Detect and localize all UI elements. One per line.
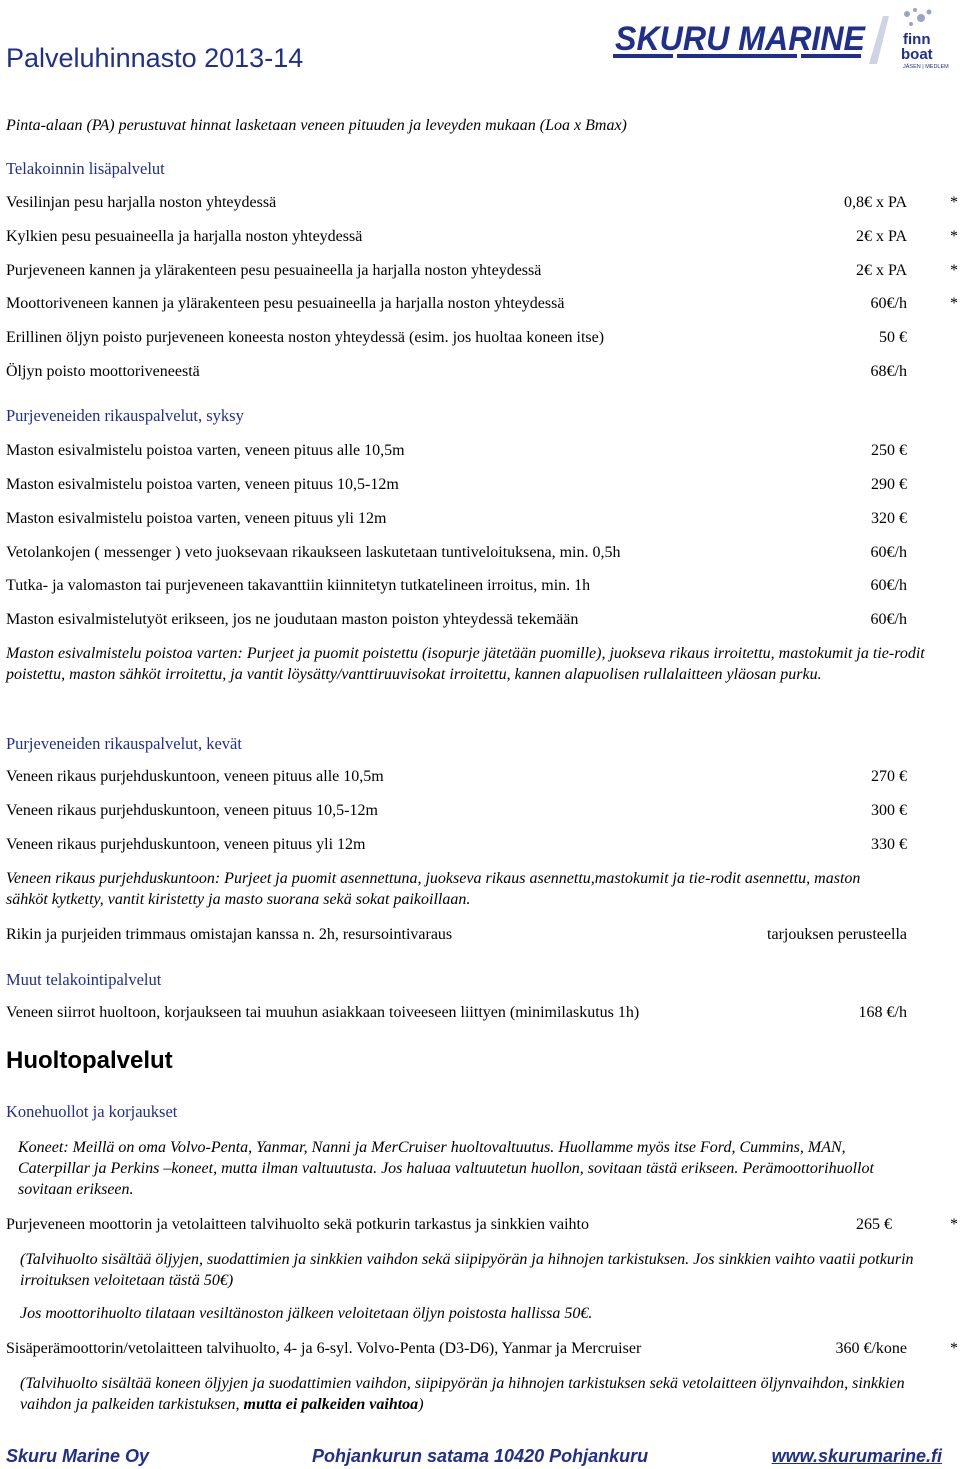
huolto-item2-note xyxy=(20,1373,940,1415)
table-row-desc: Öljyn poisto moottoriveneestä xyxy=(6,363,200,380)
huolto-item2-price: 360 €/kone xyxy=(835,1340,907,1357)
table-row-desc: Veneen rikaus purjehduskuntoon, veneen pituus alle 10,5m xyxy=(6,768,384,785)
page-title: Palveluhinnasto 2013-14 xyxy=(6,43,304,73)
table-row-price: 50 € xyxy=(879,329,907,346)
logo-text: SKURU MARINE xyxy=(615,20,867,58)
skuru-marine-logo xyxy=(607,4,957,70)
section-heading-telakointi: Telakoinnin lisäpalvelut xyxy=(6,159,165,178)
table-row-desc: Purjeveneen kannen ja ylärakenteen pesu pesuaineella ja harjalla noston yhteydessä xyxy=(6,262,542,279)
finnboat-badge-icon xyxy=(901,8,949,70)
table-row-price: 270 € xyxy=(871,768,907,785)
huolto-item1-note: (Talvihuolto sisältää öljyjen, suodattimien ja sinkkien vaihdon sekä siipipyörän ja hihnojen tarkistuksen. Jos sinkkien vaihto vaatii potkurin irroituksen veloitetaan tästä 50€) xyxy=(20,1251,914,1289)
item2-note-c: ) xyxy=(418,1396,424,1413)
table-row-price: 2€ x PA xyxy=(856,228,907,245)
table-row-star: * xyxy=(950,295,958,312)
item2-note-b: mutta ei palkeiden vaihtoa xyxy=(243,1396,419,1413)
table-row-price: 60€/h xyxy=(870,544,907,561)
huolto-item1-desc: Purjeveneen moottorin ja vetolaitteen talvihuolto sekä potkurin tarkastus ja sinkkien vaihto xyxy=(6,1216,589,1233)
huolto-title: Huoltopalvelut xyxy=(6,1047,173,1074)
table-row-desc: Moottoriveneen kannen ja ylärakenteen pesu pesuaineella ja harjalla noston yhteydessä xyxy=(6,295,565,312)
table-row-desc: Maston esivalmistelutyöt erikseen, jos ne joudutaan maston poiston yhteydessä tekemään xyxy=(6,611,579,628)
intro-text: Pinta-alaan (PA) perustuvat hinnat lasketaan veneen pituuden ja leveyden mukaan (Loa x Bmax) xyxy=(6,117,627,134)
table-row-desc: Kylkien pesu pesuaineella ja harjalla noston yhteydessä xyxy=(6,228,363,245)
table-row-desc: Maston esivalmistelu poistoa varten, veneen pituus yli 12m xyxy=(6,510,387,527)
table-row-price: 60€/h xyxy=(870,295,907,312)
table-row-desc: Vesilinjan pesu harjalla noston yhteydessä xyxy=(6,194,277,211)
section-heading-muut: Muut telakointipalvelut xyxy=(6,970,162,989)
badge-finn: finn xyxy=(903,31,931,48)
table-row-desc: Maston esivalmistelu poistoa varten, veneen pituus alle 10,5m xyxy=(6,442,405,459)
footer-website-link[interactable]: www.skurumarine.fi xyxy=(771,1446,942,1466)
table-row-desc: Maston esivalmistelu poistoa varten, veneen pituus 10,5-12m xyxy=(6,476,399,493)
trim-price: tarjouksen perusteella xyxy=(767,926,907,943)
huolto-item1-note2: Jos moottorihuolto tilataan vesiltänoston jälkeen veloitetaan öljyn poistosta hallissa 50€. xyxy=(20,1305,593,1322)
table-row-price: 330 € xyxy=(871,836,907,853)
table-row-star: * xyxy=(950,262,958,279)
huolto-item1-price: 265 € xyxy=(856,1216,892,1233)
table-row-price: 68€/h xyxy=(870,363,907,380)
section-heading-syksy: Purjeveneiden rikauspalvelut, syksy xyxy=(6,406,244,425)
table-row-desc: Tutka- ja valomaston tai purjeveneen takavanttiin kiinnitetyn tutkatelineen irroitus, min. 1h xyxy=(6,577,591,594)
table-row-desc: Veneen rikaus purjehduskuntoon, veneen pituus 10,5-12m xyxy=(6,802,378,819)
huolto-intro: Koneet: Meillä on oma Volvo-Penta, Yanmar, Nanni ja MerCruiser huoltovaltuutus. Huollamme myös itse Ford, Cummins, MAN, Caterpillar ja Perkins –koneet, mutta ilman valtuutusta. Jos haluaa valtuutetun huollon, sovitaan tästä erikseen. Perämoottorihuollot sovitaan erikseen. xyxy=(18,1139,874,1198)
table-row-star: * xyxy=(950,194,958,211)
table-row-price: 300 € xyxy=(871,802,907,819)
table-row-desc: Veneen rikaus purjehduskuntoon, veneen pituus yli 12m xyxy=(6,836,366,853)
table-row-price: 250 € xyxy=(871,442,907,459)
muut-desc: Veneen siirrot huoltoon, korjaukseen tai muuhun asiakkaan toiveeseen liittyen (minimilaskutus 1h) xyxy=(6,1004,640,1021)
table-row-price: 60€/h xyxy=(870,611,907,628)
footer-company: Skuru Marine Oy xyxy=(6,1446,150,1466)
huolto-item2-desc: Sisäperämoottorin/vetolaitteen talvihuolto, 4- ja 6-syl. Volvo-Penta (D3-D6), Yanmar ja Mercruiser xyxy=(6,1340,642,1357)
item2-note-a: (Talvihuolto sisältää koneen öljyjen ja suodattimien vaihdon, siipipyörän ja hihnojen tarkistuksen sekä vetolaitteen öljynvaihdon, sinkkien vaihdon ja palkeiden tarkistuksen, xyxy=(20,1375,905,1413)
table-row-price: 60€/h xyxy=(870,577,907,594)
muut-price: 168 €/h xyxy=(858,1004,907,1021)
syksy-note: Maston esivalmistelu poistoa varten: Purjeet ja puomit poistettu (isopurje jätetään puomille), juokseva rikaus irroitettu, mastokumit ja tie-rodit poistettu, maston sähköt irroitettu, ja vantit löysätty/vanttiruuvisokat irroitettu, kannen alapuolisen rullalaitteen yläosan purku. xyxy=(6,645,925,683)
trim-desc: Rikin ja purjeiden trimmaus omistajan kanssa n. 2h, resursointivaraus xyxy=(6,926,453,943)
table-row-price: 290 € xyxy=(871,476,907,493)
badge-sub: JÄSEN | MEDLEM xyxy=(903,64,949,70)
huolto-item2-star: * xyxy=(950,1340,958,1357)
section-heading-kevat: Purjeveneiden rikauspalvelut, kevät xyxy=(6,734,242,753)
table-row-star: * xyxy=(950,228,958,245)
footer-address: Pohjankurun satama 10420 Pohjankuru xyxy=(312,1446,649,1466)
table-row-price: 2€ x PA xyxy=(856,262,907,279)
table-row-desc: Vetolankojen ( messenger ) veto juoksevaan rikaukseen laskutetaan tuntiveloituksena, min. 0,5h xyxy=(6,544,621,561)
badge-boat: boat xyxy=(901,46,933,63)
kevat-note: Veneen rikaus purjehduskuntoon: Purjeet ja puomit asennettuna, juokseva rikaus asennettu,mastokumit ja tie-rodit asennettu, maston sähköt kytketty, vantit kiristetty ja masto suorana sekä sokat paikoillaan. xyxy=(6,870,861,908)
table-row-price: 0,8€ x PA xyxy=(844,194,907,211)
table-row-price: 320 € xyxy=(871,510,907,527)
huolto-item1-star: * xyxy=(950,1216,958,1233)
table-row-desc: Erillinen öljyn poisto purjeveneen koneesta noston yhteydessä (esim. jos huoltaa koneen itse) xyxy=(6,329,605,346)
section-heading-konehuollot: Konehuollot ja korjaukset xyxy=(6,1102,178,1121)
